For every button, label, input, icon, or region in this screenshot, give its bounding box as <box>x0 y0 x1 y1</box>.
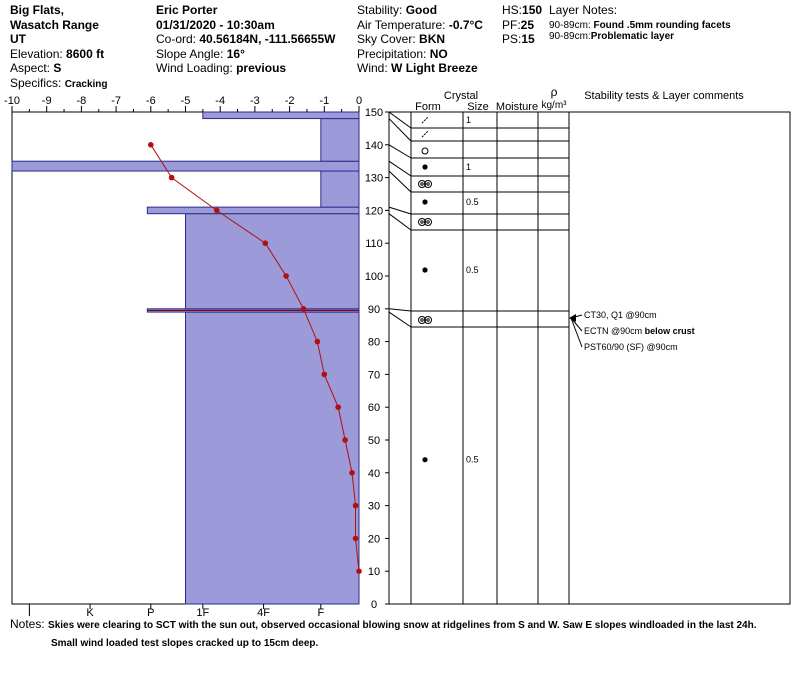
temperature-point <box>263 240 269 246</box>
temperature-point <box>353 503 359 509</box>
grain-symbol-melt-freeze <box>421 319 423 321</box>
pf-value: 25 <box>520 17 535 32</box>
form-header: Form <box>415 101 441 113</box>
aspect-value: S <box>53 61 62 75</box>
observation-datetime: 01/31/2020 - 10:30am <box>156 17 275 32</box>
density-unit-header: kg/m³ <box>541 100 567 111</box>
hardness-layer <box>186 214 360 309</box>
height-tick-label: 70 <box>367 369 381 382</box>
hardness-layer <box>186 312 360 604</box>
temperature-point <box>353 536 359 542</box>
slope-label: Slope Angle: <box>156 46 224 61</box>
temperature-point <box>356 568 362 574</box>
temperature-point <box>342 437 348 443</box>
ps-value: 15 <box>521 32 535 46</box>
layer-grid-frame <box>389 112 790 604</box>
temp-tick-label: -1 <box>319 95 330 107</box>
temp-tick-label: -9 <box>41 95 52 107</box>
temperature-point <box>169 175 175 181</box>
grain-symbol-dot <box>422 267 427 272</box>
wind-label: Wind: <box>357 61 388 75</box>
temperature-point <box>322 372 328 378</box>
notes-section <box>10 616 795 652</box>
hardness-layer <box>321 119 359 162</box>
layer-note-2-text: Problematic layer <box>590 30 675 42</box>
stability-label: Stability: <box>357 3 403 17</box>
notes-line-1: Skies were clearing to SCT with the sun out, observed occasional blowing snow at ridgelines from S and W. Saw E slopes windloaded in the last 24h. <box>48 620 757 631</box>
hardness-layer <box>203 112 359 119</box>
temp-tick-label: -2 <box>284 95 295 107</box>
specifics-label: Specifics: <box>10 75 62 90</box>
height-tick-label: 80 <box>367 336 381 349</box>
notes-label: Notes: <box>10 617 45 631</box>
temperature-point <box>301 306 307 312</box>
hardness-tick-label: 1F <box>196 607 210 619</box>
size-header: Size <box>467 101 489 113</box>
grain-symbol-rounded <box>422 148 428 154</box>
height-tick-label: 0 <box>370 599 378 611</box>
ps-label: PS: <box>502 32 522 46</box>
height-tick-label: 40 <box>367 467 381 480</box>
hardness-layer <box>147 207 359 214</box>
grain-symbol-dot <box>422 457 427 462</box>
temp-tick-label: -8 <box>76 95 87 107</box>
stability-test-pointer <box>571 318 582 347</box>
layer-note-2-range: 90-89cm: <box>549 30 591 42</box>
temp-tick-label: -6 <box>145 95 156 107</box>
wind-value: W Light Breeze <box>391 61 478 75</box>
specifics-value: Cracking <box>64 78 108 90</box>
height-tick-label: 30 <box>367 500 381 513</box>
location-name: Big Flats, <box>10 3 65 17</box>
height-tick-label: 150 <box>364 107 384 119</box>
stability-test-label: ECTN @90cm <box>584 326 645 336</box>
grain-symbol-melt-freeze <box>427 221 429 223</box>
grain-symbol-precip-particle <box>422 131 428 137</box>
coord-value: 40.56184N, -111.56655W <box>199 32 336 46</box>
temperature-point <box>349 470 355 476</box>
layer-connector <box>389 207 411 214</box>
precip-value: NO <box>429 46 448 61</box>
elevation-label: Elevation: <box>10 46 63 61</box>
pf-label: PF: <box>502 17 521 32</box>
wind-loading-value: previous <box>236 61 287 75</box>
height-tick-label: 20 <box>367 533 381 546</box>
layer-note-1-range: 90-89cm: <box>549 19 591 31</box>
observer-name: Eric Porter <box>156 3 218 17</box>
layer-note-1-text: Found .5mm rounding facets <box>593 19 731 31</box>
temperature-point <box>214 208 220 214</box>
grain-symbol-precip-particle <box>422 117 428 123</box>
layer-connector <box>389 145 411 158</box>
density-header: ρ <box>550 85 558 99</box>
hardness-tick-label: 4F <box>257 607 270 619</box>
temperature-point <box>335 404 341 410</box>
temperature-point <box>148 142 154 148</box>
moisture-header: Moisture <box>495 101 539 113</box>
hardness-tick-label: F <box>317 607 325 619</box>
aspect-label: Aspect: <box>10 61 51 75</box>
grain-symbol-melt-freeze <box>421 183 423 185</box>
coord-label: Co-ord: <box>156 32 197 46</box>
air-temp-label: Air Temperature: <box>357 17 446 32</box>
height-tick-label: 130 <box>364 172 384 185</box>
range-name: Wasatch Range <box>10 17 99 32</box>
layer-notes-title: Layer Notes: <box>549 3 618 17</box>
temp-tick-label: -7 <box>111 95 121 107</box>
height-tick-label: 10 <box>367 566 381 579</box>
temp-tick-label: -3 <box>250 95 260 107</box>
height-tick-label: 110 <box>365 238 383 251</box>
crystal-header: Crystal <box>443 90 479 102</box>
stability-test-label: PST60/90 (SF) @90cm <box>584 342 678 352</box>
grain-size-label: 0.5 <box>466 454 479 465</box>
hs-label: HS: <box>502 3 523 17</box>
grain-symbol-dot <box>422 199 427 204</box>
wind-loading-label: Wind Loading: <box>156 61 233 75</box>
height-tick-label: 100 <box>364 271 384 283</box>
hardness-tick-label: K <box>86 607 94 619</box>
layer-connector <box>389 309 411 311</box>
layer-connector <box>389 112 411 128</box>
elevation-value: 8600 ft <box>66 46 105 61</box>
hardness-layer <box>321 171 359 207</box>
grain-symbol-melt-freeze <box>427 319 429 321</box>
grain-size-label: 1 <box>466 115 472 125</box>
temp-tick-label: -5 <box>180 95 191 107</box>
temperature-point <box>315 339 321 345</box>
hardness-layer <box>12 161 359 171</box>
temp-tick-label: 0 <box>355 95 363 107</box>
stability-value: Good <box>405 3 438 17</box>
temp-tick-label: -4 <box>215 95 226 107</box>
temp-tick-label: -10 <box>4 95 20 107</box>
stability-test-text <box>584 342 678 352</box>
stability-test-text <box>584 310 657 320</box>
layer-connector <box>389 214 411 230</box>
grain-symbol-dot <box>422 164 427 169</box>
stability-test-text <box>584 326 695 336</box>
grain-size-label: 0.5 <box>466 265 479 275</box>
height-tick-label: 140 <box>364 139 384 152</box>
layer-connector <box>389 119 411 141</box>
air-temp-value: -0.7°C <box>448 17 483 32</box>
sky-label: Sky Cover: <box>357 32 416 46</box>
sky-value: BKN <box>419 32 446 46</box>
grain-symbol-melt-freeze <box>427 183 429 185</box>
precip-label: Precipitation: <box>357 46 427 61</box>
grain-size-label: 1 <box>466 162 472 172</box>
height-tick-label: 120 <box>364 205 384 218</box>
height-tick-label: 90 <box>367 303 381 316</box>
grain-size-label: 0.5 <box>466 197 479 207</box>
height-tick-label: 60 <box>367 402 381 415</box>
hardness-tick-label: P <box>147 607 155 619</box>
temperature-point <box>283 273 289 279</box>
notes-line-2: Small wind loaded test slopes cracked up to 15cm deep. <box>51 638 319 649</box>
height-tick-label: 50 <box>367 435 381 447</box>
grain-symbol-melt-freeze <box>421 221 423 223</box>
stability-test-emphasis: below crust <box>644 326 695 336</box>
stability-test-label: CT30, Q1 @90cm <box>584 310 657 320</box>
hs-value: 150 <box>522 3 543 17</box>
state-name: UT <box>10 32 26 46</box>
slope-value: 16° <box>226 46 245 61</box>
layer-connector <box>389 312 411 327</box>
hardness-tick-label: I <box>27 607 31 619</box>
stability-header: Stability tests & Layer comments <box>584 90 744 102</box>
